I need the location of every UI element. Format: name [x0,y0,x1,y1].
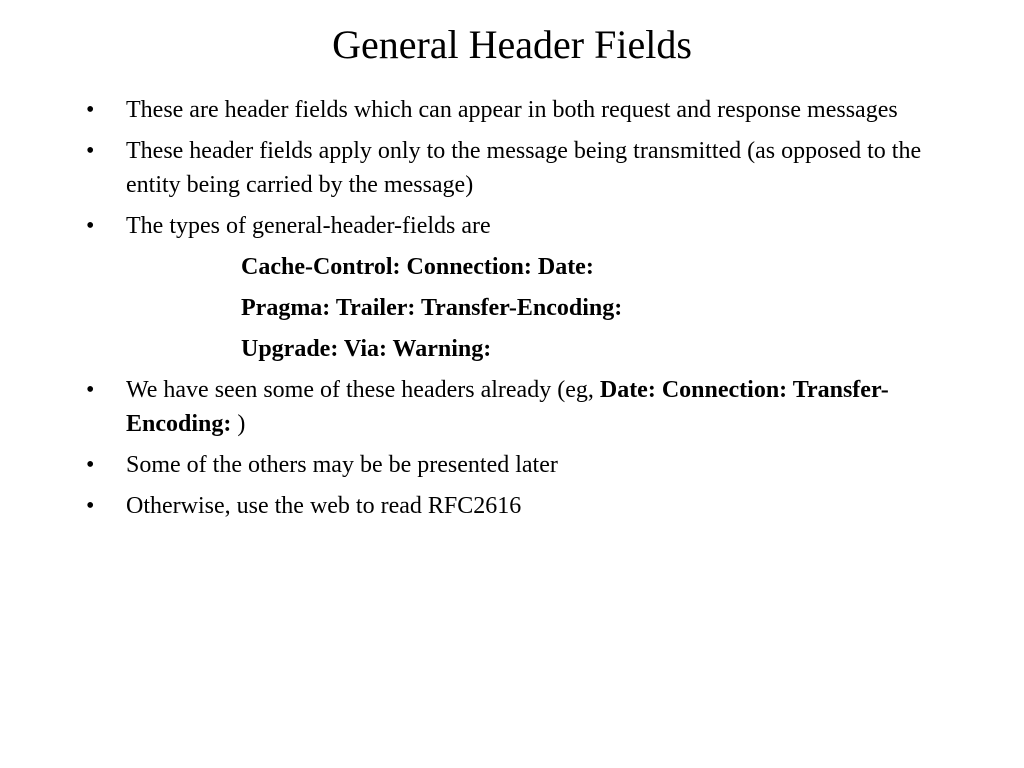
bullet-list [86,93,966,530]
list-item [86,93,966,127]
slide-title: General Header Fields [332,22,692,67]
header-group-line: Pragma: Trailer: Transfer-Encoding: [241,295,623,321]
bullet-marker: • [86,138,95,164]
list-item-text: These are header fields which can appear in both request and response messages [126,97,898,123]
list-item [86,209,966,243]
bullet-marker: • [86,97,95,123]
list-item-text: These header fields apply only to the message being transmitted (as opposed to the entity being carried by the message) [126,138,922,198]
list-item [86,448,966,482]
list-item [86,134,966,202]
bullet-marker: • [86,377,95,403]
list-item-text: Some of the others may be be presented later [126,452,558,478]
list-item-text: Otherwise, use the web to read RFC2616 [126,493,522,519]
header-group-line: Cache-Control: Connection: Date: [241,254,594,280]
header-group-line: Upgrade: Via: Warning: [241,336,492,362]
bullet-marker: • [86,493,95,519]
list-item [86,489,966,523]
bullet-marker: • [86,452,95,478]
list-item-text-bold: Date: Connection: Transfer-Encoding: [126,377,889,437]
list-item-text: The types of general-header-fields are [126,213,491,239]
list-item-text-suffix: ) [231,411,246,437]
list-item-text-prefix: We have seen some of these headers already (eg, [126,377,600,403]
bullet-marker: • [86,213,95,239]
list-item [86,373,966,441]
